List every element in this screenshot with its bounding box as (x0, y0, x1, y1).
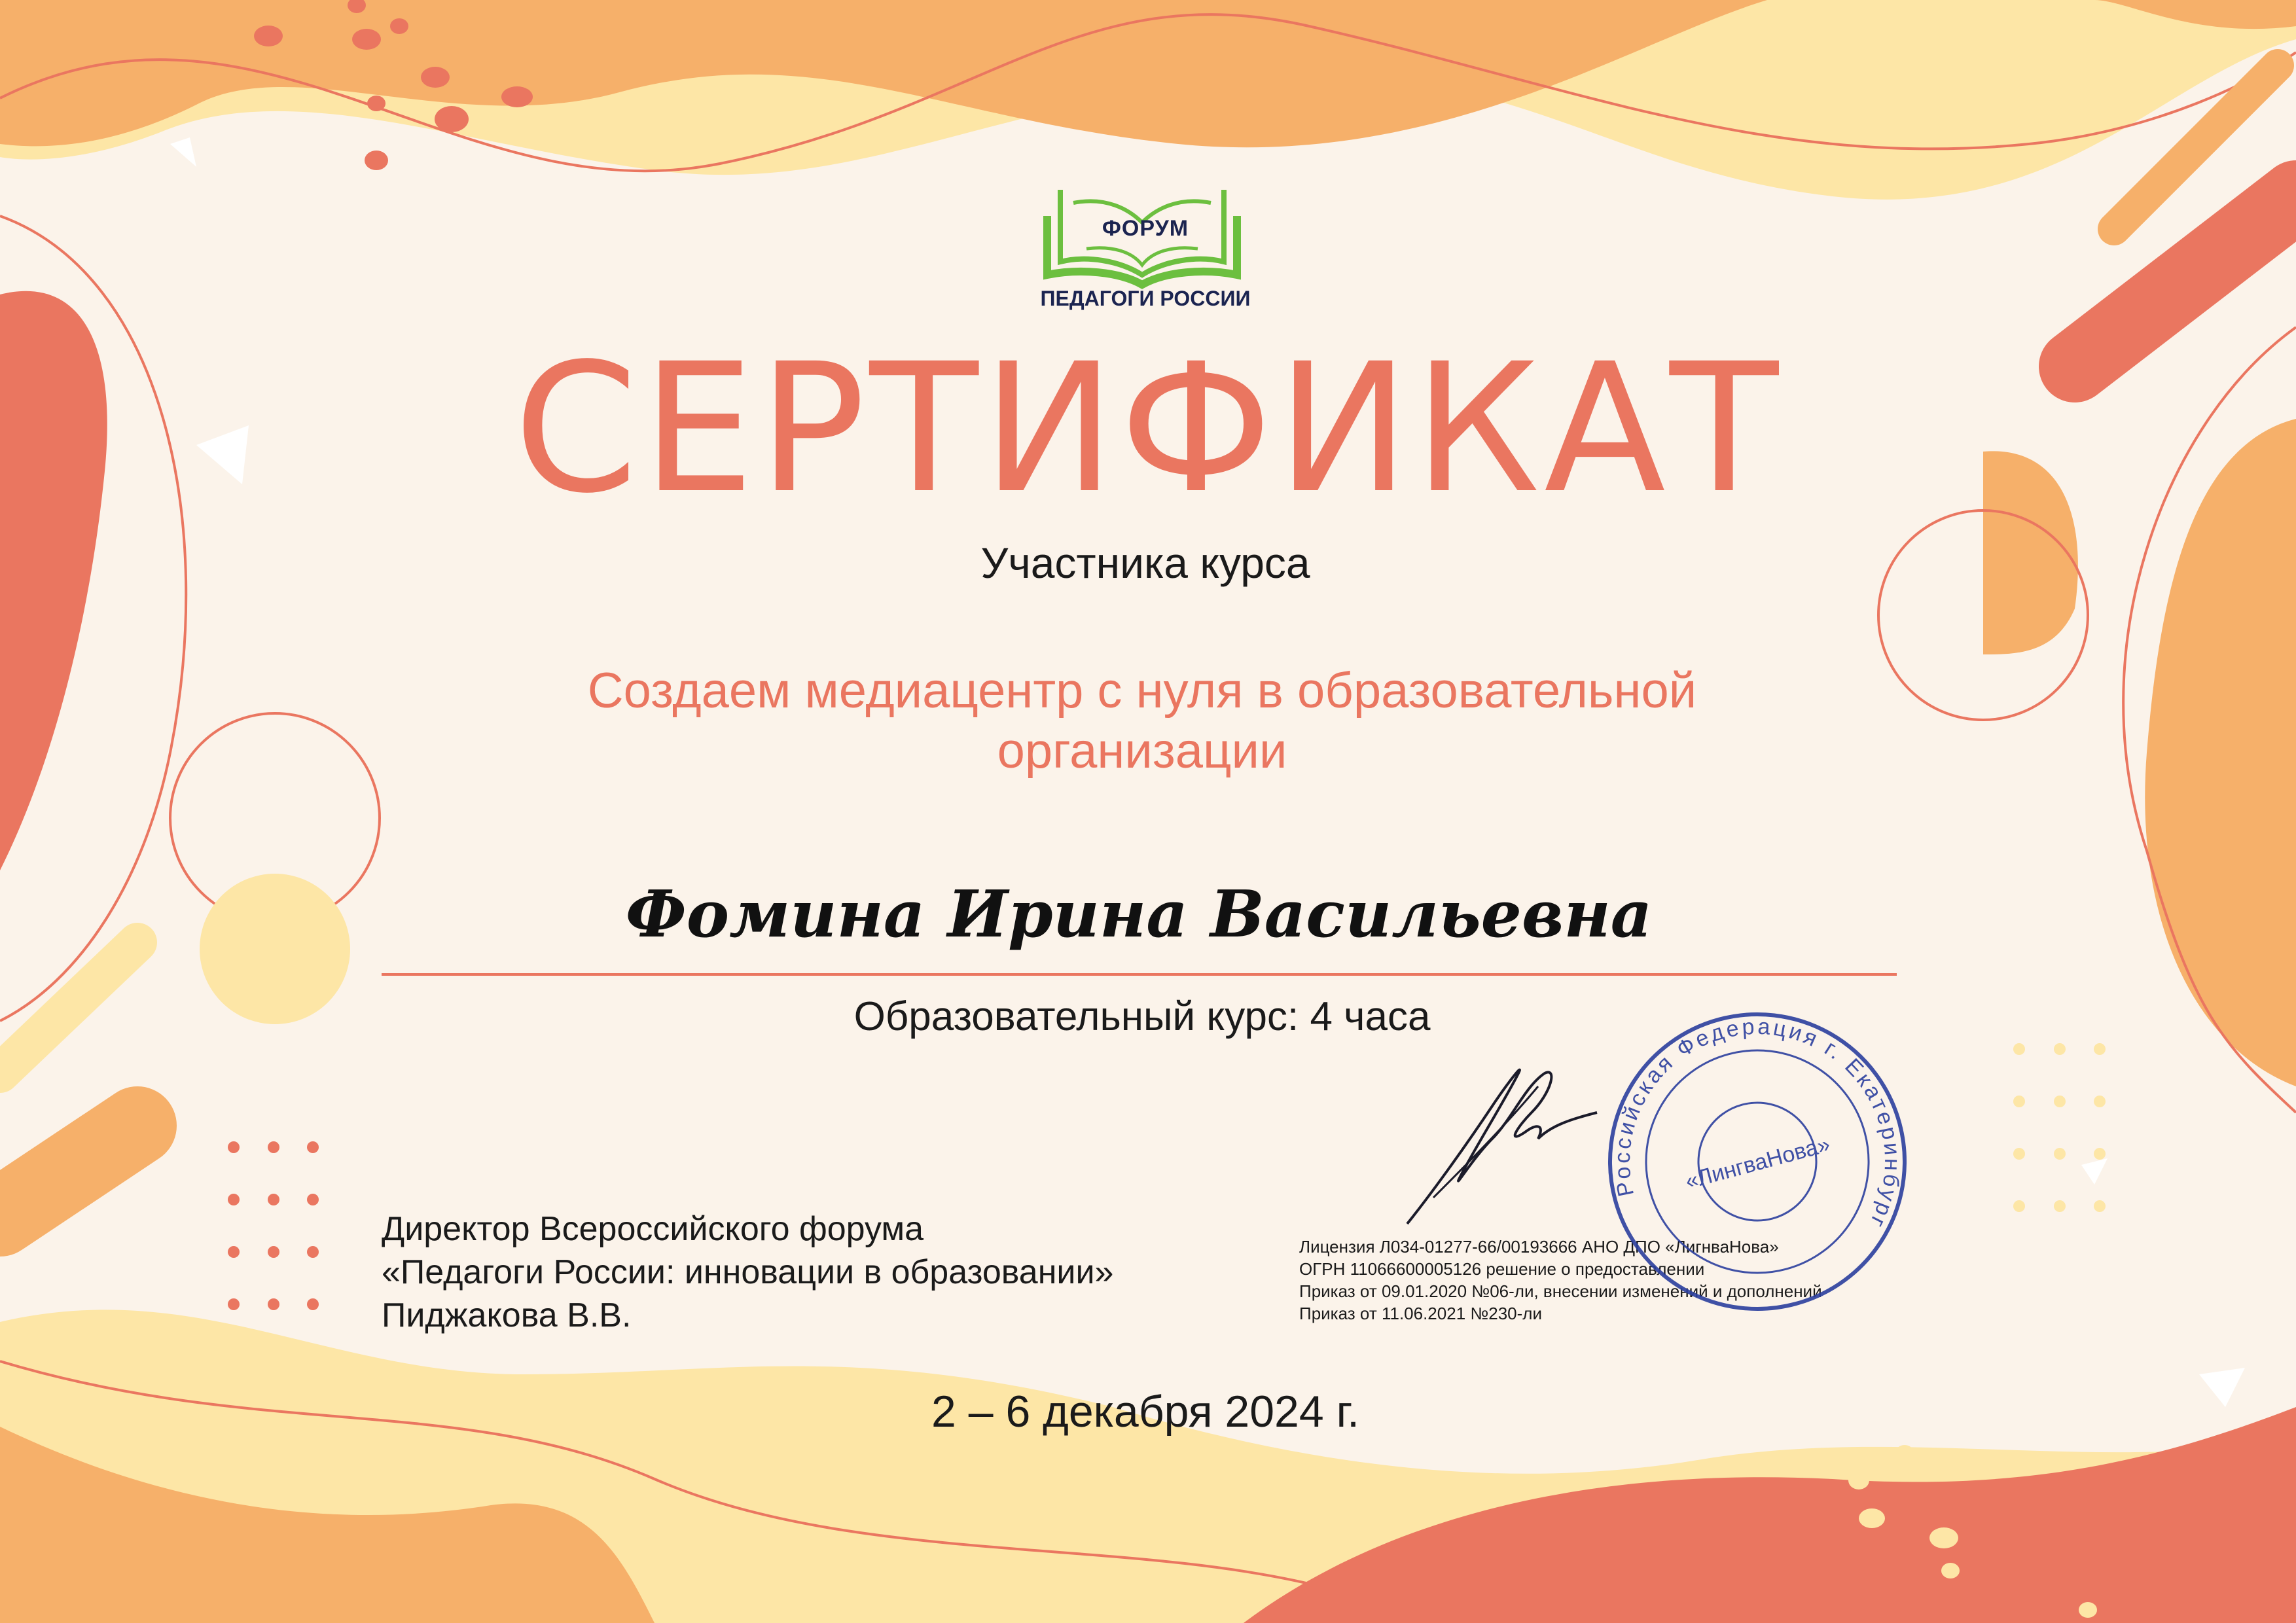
course-hours: Образовательный курс: 4 часа (853, 994, 1431, 1039)
certificate-subtitle: Участника курса (980, 539, 1310, 587)
stamp-ring-text: Российская Федерация г. Екатеринбург (1609, 1014, 1905, 1234)
logo-bottom-text: ПЕДАГОГИ РОССИИ (1040, 287, 1251, 310)
logo-top-text: ФОРУМ (1102, 216, 1189, 241)
stamp-center-text: «ЛингваНова» (1682, 1132, 1833, 1194)
course-title (406, 661, 1878, 781)
course-title-line1: Создаем медиацентр с нуля в образовательной (587, 663, 1697, 719)
organization-stamp (1597, 1001, 1918, 1322)
license-line3: Приказ от 09.01.2020 №06-ли, внесении изменений и дополнений (1299, 1281, 1822, 1301)
certificate-title: СЕРТИФИКАТ (513, 326, 1783, 533)
signatory-line2: «Педагоги России: инновации в образовании» (382, 1253, 1114, 1291)
handwritten-signature (1394, 1047, 1604, 1237)
signatory-name: Пиджакова В.В. (382, 1296, 632, 1334)
signatory-block (382, 1207, 1298, 1337)
course-title-line2: организации (997, 723, 1287, 779)
signatory-line1: Директор Всероссийского форума (382, 1210, 924, 1248)
license-line1: Лицензия Л034-01277-66/00193666 АНО ДПО «ЛигнваНова» (1299, 1237, 1779, 1257)
name-underline (382, 973, 1897, 976)
license-line2: ОГРН 11066600005126 решение о предоставлении (1299, 1259, 1705, 1279)
license-line4: Приказ от 11.06.2021 №230-ли (1299, 1304, 1542, 1323)
recipient-name: Фомина Ирина Васильевна (625, 877, 1653, 952)
course-dates: 2 – 6 декабря 2024 г. (931, 1387, 1359, 1436)
